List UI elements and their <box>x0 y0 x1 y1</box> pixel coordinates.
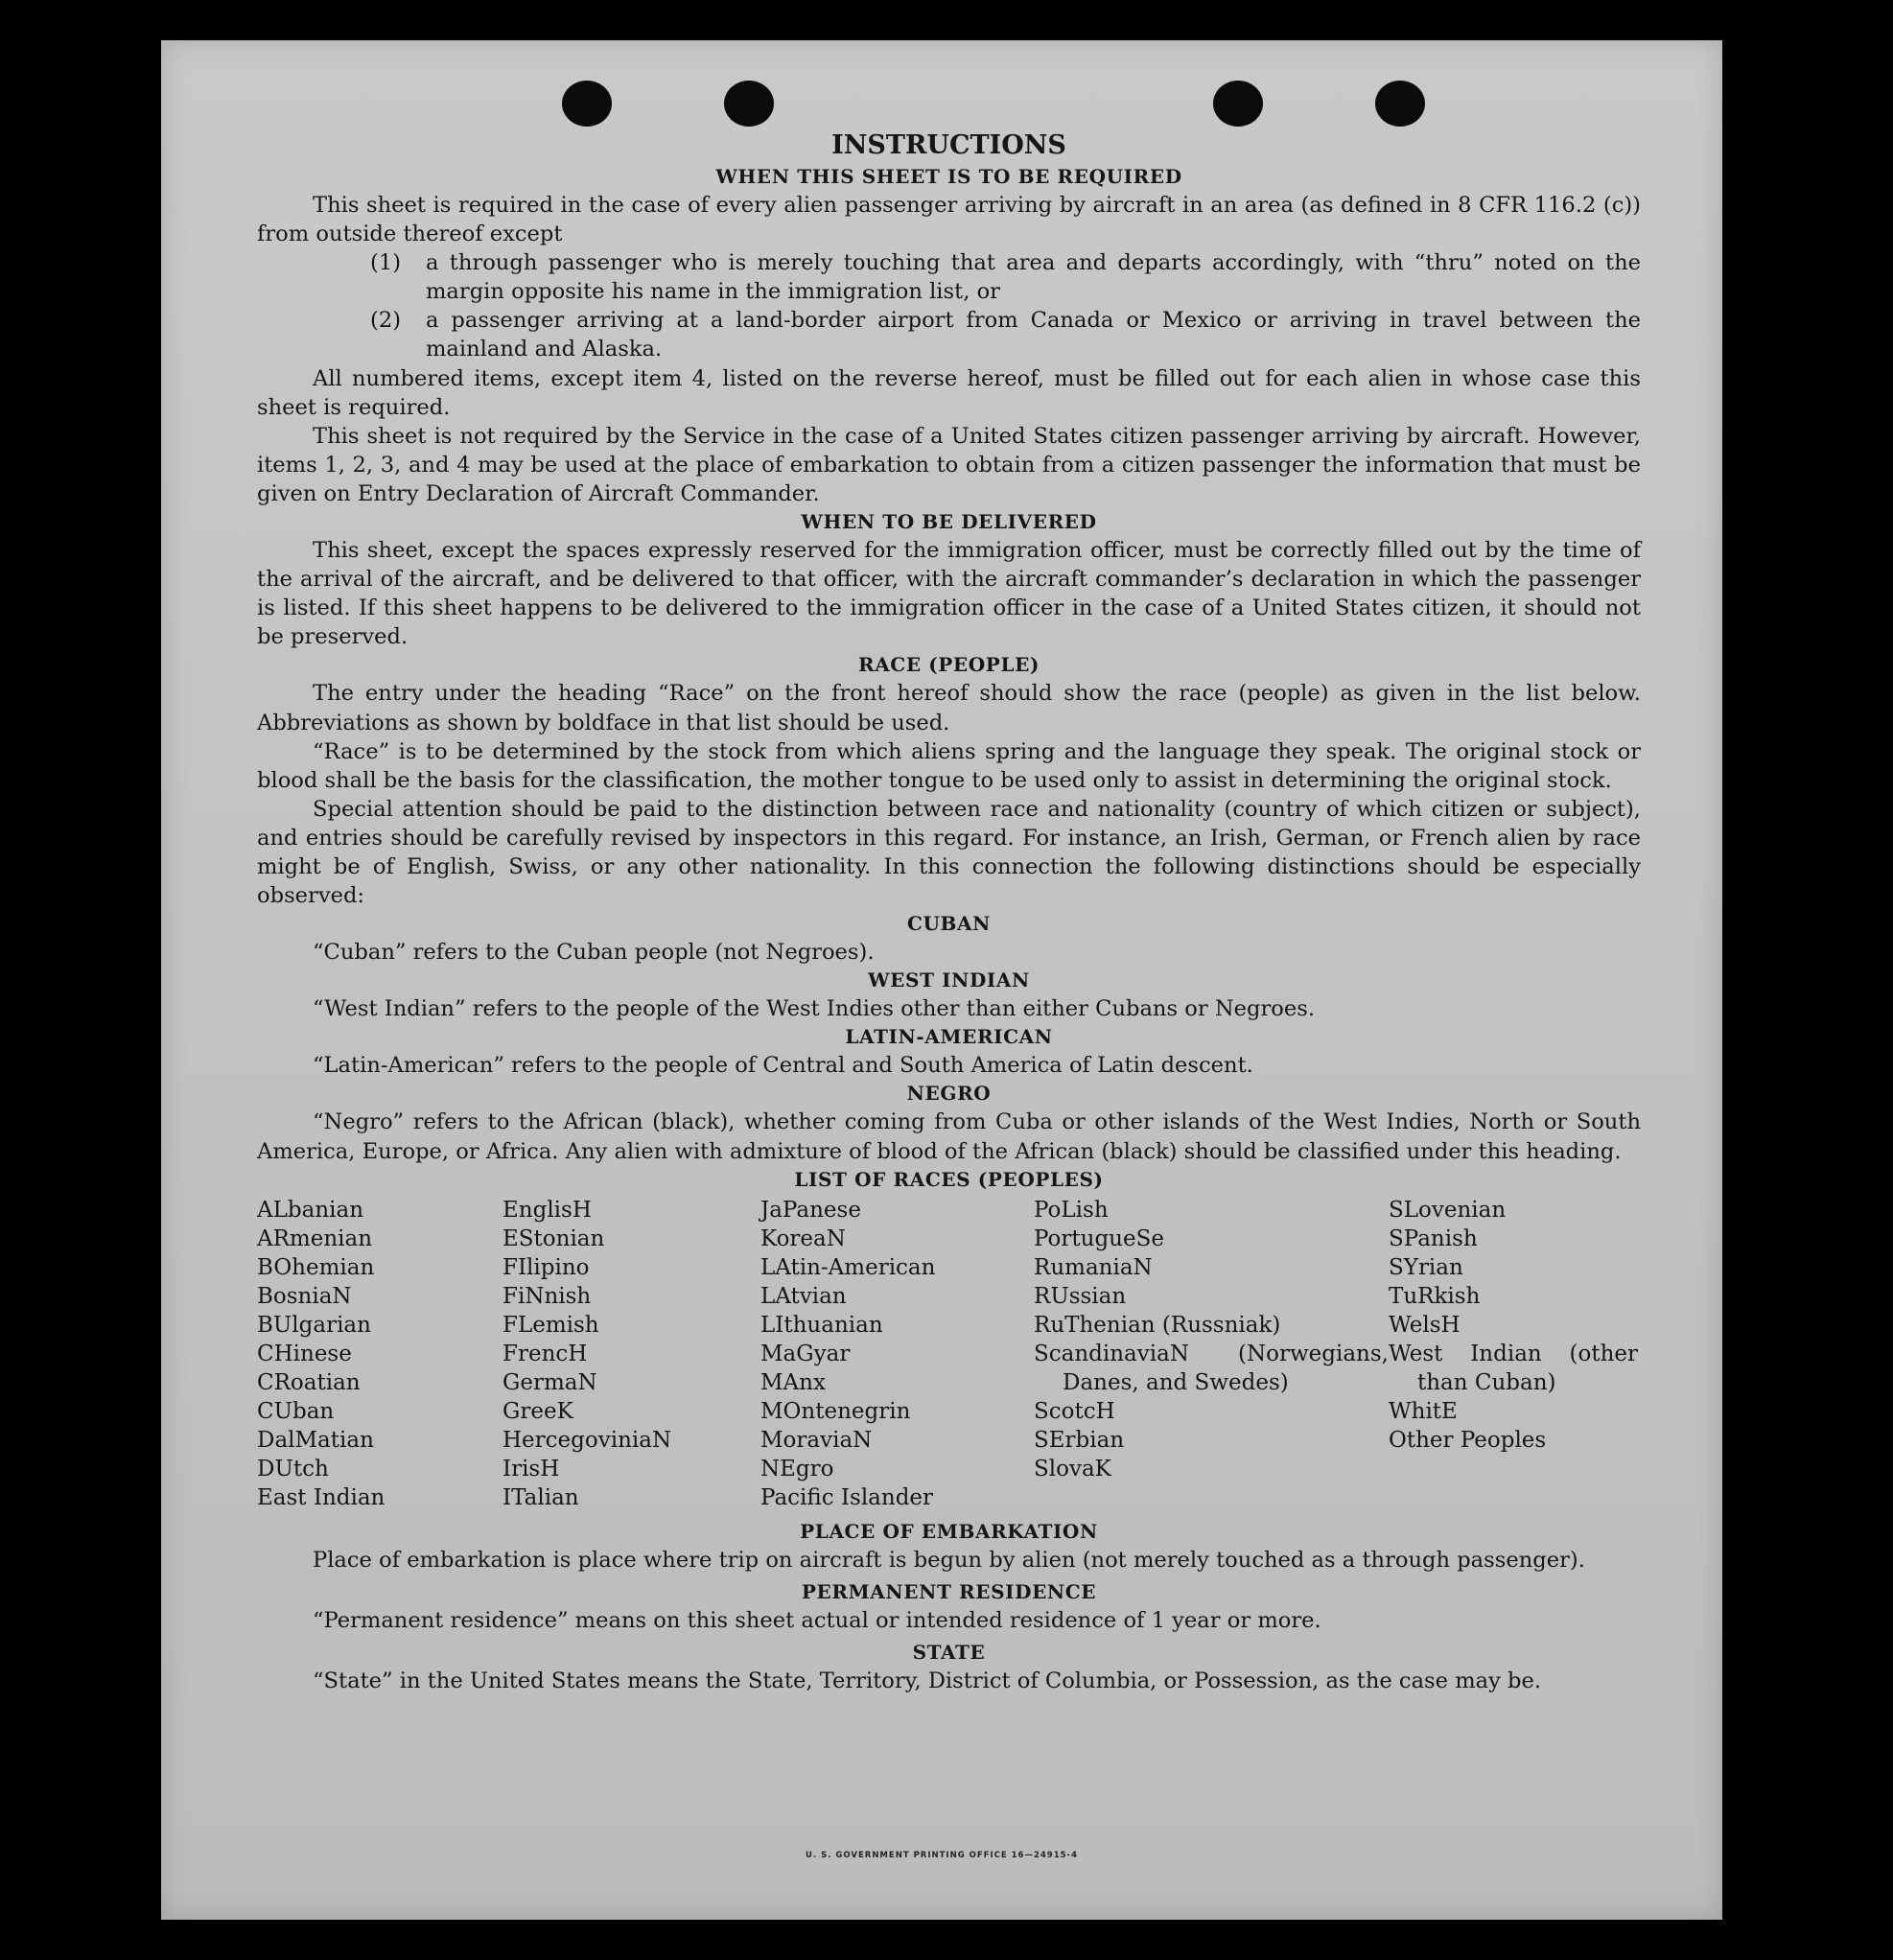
race-entry: RuThenian (Russniak) <box>1034 1312 1281 1338</box>
section-heading-latin-american: LATIN-AMERICAN <box>845 1025 1053 1049</box>
race-entry: KoreaN <box>760 1225 846 1251</box>
race-entry: DalMatian <box>257 1427 374 1453</box>
section-heading-west-indian: WEST INDIAN <box>868 968 1030 992</box>
race-entry: PortugueSe <box>1034 1225 1164 1251</box>
race-entry: MaGyar <box>760 1341 851 1366</box>
list-item <box>257 306 1641 363</box>
race-entry: EnglisH <box>502 1197 592 1223</box>
paragraph: “Race” is to be determined by the stock from which aliens spring and the language they speak. The original stock or blood shall be the basis for the classification, the mother tongue to be used only to assist in determining the original stock. <box>257 738 1641 793</box>
punch-hole <box>1213 81 1263 127</box>
punch-hole <box>562 81 612 127</box>
race-entry: LAtvian <box>760 1283 847 1309</box>
race-entry: FrencH <box>502 1341 588 1366</box>
race-entry: SlovaK <box>1034 1456 1111 1482</box>
races-list <box>257 1196 1641 1512</box>
race-entry: PoLish <box>1034 1197 1109 1223</box>
race-entry: CHinese <box>257 1341 352 1366</box>
race-entry: IrisH <box>502 1456 560 1482</box>
paragraph: “Cuban” refers to the Cuban people (not Negroes). <box>313 940 875 966</box>
section-heading-state: STATE <box>912 1640 986 1664</box>
race-entry: Other Peoples <box>1389 1427 1547 1453</box>
race-entry: BOhemian <box>257 1254 375 1280</box>
list-text: a passenger arriving at a land-border airport from Canada or Mexico or arriving in travel between the mainland and Alaska. <box>426 308 1641 362</box>
paragraph: Special attention should be paid to the distinction between race and nationality (country of which citizen or subject), and entries should be carefully revised by inspectors in this regard. For instance, an Irish, German, or French alien by race might be of English, Swiss, or any other nationality. In this connection the following distinctions should be especially observed: <box>257 796 1641 909</box>
race-entry: ARmenian <box>257 1225 373 1251</box>
list-number: (2) <box>370 308 402 334</box>
race-entry: RumaniaN <box>1034 1254 1153 1280</box>
race-entry: CUban <box>257 1398 335 1424</box>
race-entry: NEgro <box>760 1456 834 1482</box>
list-item <box>257 248 1641 306</box>
section-heading-race: RACE (PEOPLE) <box>857 653 1040 677</box>
race-entry: ALbanian <box>257 1197 364 1223</box>
section-heading-cuban: CUBAN <box>906 912 992 936</box>
race-entry: FIlipino <box>502 1254 590 1280</box>
race-entry: East Indian <box>257 1484 386 1510</box>
section-heading-negro: NEGRO <box>906 1082 992 1106</box>
section-heading-permanent-residence: PERMANENT RESIDENCE <box>801 1579 1097 1603</box>
paragraph: This sheet, except the spaces expressly reserved for the immigration officer, must be correctly filled out by the time of the arrival of the aircraft, and be delivered to that officer, with the aircraft commander’s declaration in which the passenger is listed. If this sheet happens to be delivered to the immigration officer in the case of a United States citizen, it should not be preserved. <box>257 538 1641 650</box>
printer-imprint: U. S. GOVERNMENT PRINTING OFFICE 16—24915-4 <box>806 1851 1078 1860</box>
race-entry: SYrian <box>1389 1254 1463 1280</box>
race-entry: MOntenegrin <box>760 1398 911 1424</box>
section-heading-when-delivered: WHEN TO BE DELIVERED <box>801 510 1097 534</box>
race-entry: JaPanese <box>760 1197 861 1223</box>
race-entry: WelsH <box>1389 1312 1461 1338</box>
race-entry: TuRkish <box>1389 1283 1481 1309</box>
races-column <box>257 1196 502 1512</box>
race-entry: ScotcH <box>1034 1398 1115 1424</box>
race-entry: SPanish <box>1389 1225 1478 1251</box>
race-entry: BosniaN <box>257 1283 352 1309</box>
race-entry: FLemish <box>502 1312 599 1338</box>
page-title: INSTRUCTIONS <box>831 130 1066 160</box>
race-entry: DUtch <box>257 1456 329 1482</box>
paragraph: “Permanent residence” means on this sheet actual or intended residence of 1 year or more. <box>313 1607 1321 1633</box>
race-entry: SErbian <box>1034 1427 1125 1453</box>
race-entry: LIthuanian <box>760 1312 883 1338</box>
race-entry: LAtin-American <box>760 1254 936 1280</box>
race-entry: EStonian <box>502 1225 605 1251</box>
section-heading-embarkation: PLACE OF EMBARKATION <box>800 1519 1098 1543</box>
paragraph: This sheet is required in the case of every alien passenger arriving by aircraft in an area (as defined in 8 CFR 116.2 (c)) from outside thereof except <box>257 193 1641 247</box>
paragraph: This sheet is not required by the Service in the case of a United States citizen passenger arriving by aircraft. However, items 1, 2, 3, and 4 may be used at the place of embarkation to obtain from a citizen passenger the information that must be given on Entry Declaration of Aircraft Commander. <box>257 423 1641 506</box>
race-entry: GermaN <box>502 1369 597 1395</box>
race-entry: BUlgarian <box>257 1312 371 1338</box>
paragraph: All numbered items, except item 4, listed on the reverse hereof, must be filled out for each alien in whose case this sheet is required. <box>257 365 1641 420</box>
paragraph: “Negro” refers to the African (black), whether coming from Cuba or other islands of the West Indies, North or South America, Europe, or Africa. Any alien with admixture of blood of the African (black) should be classified under this heading. <box>257 1109 1641 1164</box>
race-entry: FiNnish <box>502 1283 592 1309</box>
races-column <box>1389 1196 1638 1512</box>
instructions-body <box>257 128 1641 1695</box>
race-entry: ITalian <box>502 1484 579 1510</box>
paragraph: “Latin-American” refers to the people of Central and South America of Latin descent. <box>313 1053 1253 1079</box>
race-entry: CRoatian <box>257 1369 361 1395</box>
paragraph: “State” in the United States means the State, Territory, District of Columbia, or Possession, as the case may be. <box>313 1668 1542 1693</box>
punch-hole <box>1375 81 1425 127</box>
race-entry: MAnx <box>760 1369 826 1395</box>
paragraph: “West Indian” refers to the people of the West Indies other than either Cubans or Negroes. <box>313 996 1316 1022</box>
race-entry: ScandinaviaN (Norwegians, Danes, and Swedes) <box>1034 1341 1389 1395</box>
races-column <box>502 1196 760 1512</box>
race-entry: WhitE <box>1389 1398 1458 1424</box>
races-column <box>1034 1196 1389 1512</box>
paragraph: Place of embarkation is place where trip on aircraft is begun by alien (not merely touched as a through passenger). <box>313 1547 1585 1573</box>
section-heading-list-of-races: LIST OF RACES (PEOPLES) <box>794 1167 1104 1191</box>
race-entry: GreeK <box>502 1398 573 1424</box>
race-entry: MoraviaN <box>760 1427 873 1453</box>
race-entry: Pacific Islander <box>760 1484 934 1510</box>
race-entry: RUssian <box>1034 1283 1127 1309</box>
race-entry: SLovenian <box>1389 1197 1507 1223</box>
list-number: (1) <box>370 250 402 276</box>
race-entry: HercegoviniaN <box>502 1427 672 1453</box>
races-column <box>760 1196 1034 1512</box>
punch-hole <box>724 81 774 127</box>
race-entry: West Indian (other than Cuban) <box>1389 1341 1638 1395</box>
section-heading-when-required: WHEN THIS SHEET IS TO BE REQUIRED <box>715 165 1182 188</box>
document-sheet <box>161 40 1722 1920</box>
list-text: a through passenger who is merely touching that area and departs accordingly, with “thru” noted on the margin opposite his name in the immigration list, or <box>426 250 1641 305</box>
paragraph: The entry under the heading “Race” on the front hereof should show the race (people) as given in the list below. Abbreviations as shown by boldface in that list should be used. <box>257 681 1641 735</box>
